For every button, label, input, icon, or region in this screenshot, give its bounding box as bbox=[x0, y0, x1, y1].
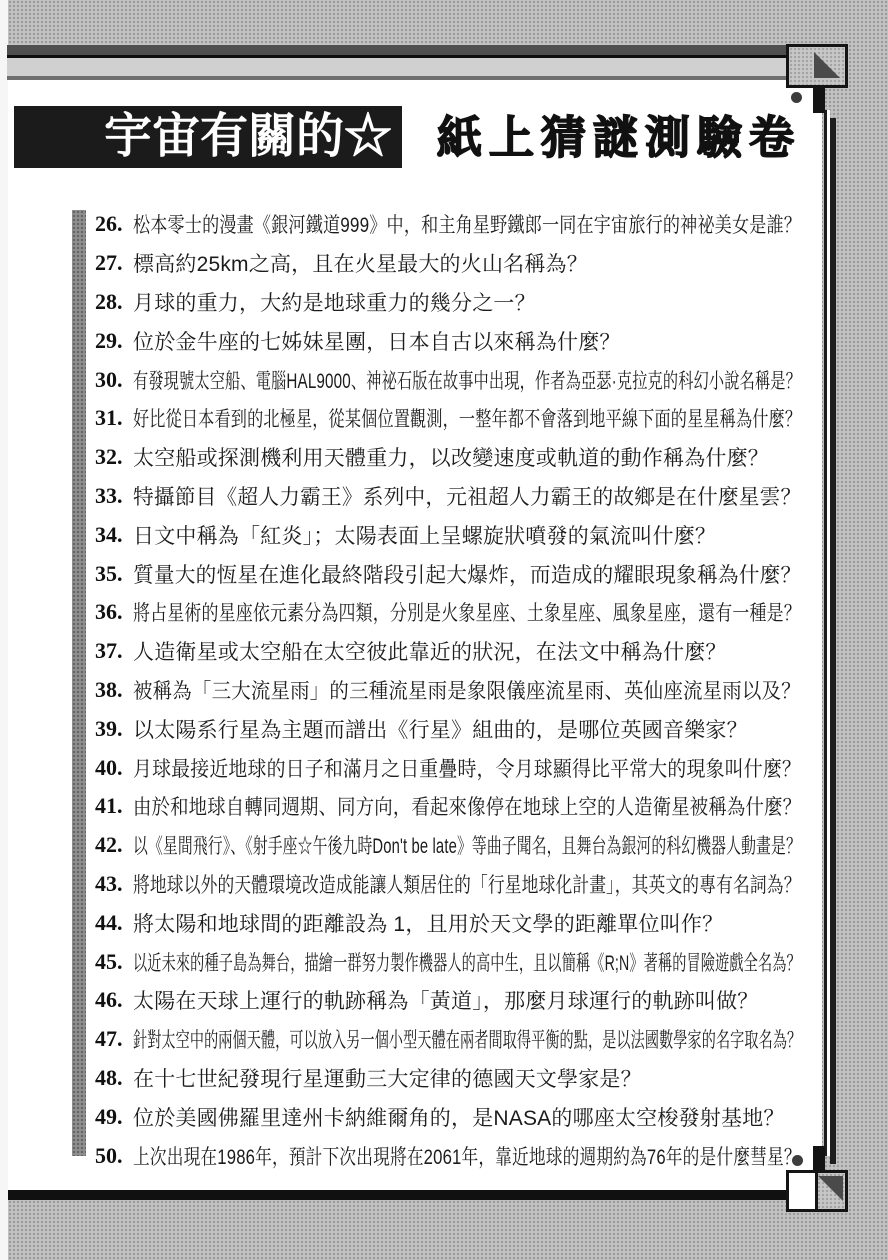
question-number: 50. bbox=[95, 1142, 123, 1168]
top-frame-bar-light bbox=[7, 58, 795, 76]
question-row bbox=[95, 787, 810, 826]
question-text: 月球最接近地球的日子和滿月之日重疊時，令月球顯得比平常大的現象叫什麼？ bbox=[133, 757, 801, 781]
question-number: 27. bbox=[95, 250, 123, 276]
question-number: 40. bbox=[95, 754, 123, 780]
question-text: 將地球以外的天體環境改造成能讓人類居住的「行星地球化計畫」，其英文的專有名詞為？ bbox=[133, 873, 801, 897]
question-text: 太陽在天球上運行的軌跡稱為「黃道」，那麼月球運行的軌跡叫做？ bbox=[133, 990, 759, 1014]
question-text: 有發現號太空船、電腦HAL9000、神祕石版在故事中出現，作者為亞瑟·克拉克的科幻小說名稱是？ bbox=[133, 369, 801, 393]
question-number: 41. bbox=[95, 793, 123, 819]
corner-triangle-icon bbox=[818, 1176, 843, 1201]
question-row bbox=[95, 981, 810, 1020]
question-text: 被稱為「三大流星雨」的三種流星雨是象限儀座流星雨、英仙座流星雨以及？ bbox=[133, 679, 801, 703]
corner-white-square bbox=[789, 1173, 818, 1209]
question-row bbox=[95, 360, 810, 399]
question-list-rail bbox=[72, 210, 86, 1156]
question-text: 針對太空中的兩個天體，可以放入另一個小型天體在兩者間取得平衡的點，是以法國數學家的名字取名為？ bbox=[133, 1029, 802, 1053]
question-text: 好比從日本看到的北極星，從某個位置觀測，一整年都不會落到地平線下面的星星稱為什麼？ bbox=[133, 408, 802, 432]
question-number: 31. bbox=[95, 405, 123, 431]
question-number: 32. bbox=[95, 444, 123, 470]
question-text: 標高約25km之高，且在火星最大的火山名稱為？ bbox=[133, 253, 588, 277]
question-number: 42. bbox=[95, 832, 123, 858]
question-number: 26. bbox=[95, 211, 123, 237]
question-text: 太空船或探測機利用天體重力，以改變速度或軌道的動作稱為什麼？ bbox=[133, 447, 769, 471]
question-row bbox=[95, 283, 810, 322]
question-number: 47. bbox=[95, 1026, 123, 1052]
question-row bbox=[95, 1136, 810, 1175]
question-row bbox=[95, 903, 810, 942]
question-row bbox=[95, 593, 810, 632]
page-title bbox=[437, 108, 815, 166]
question-row bbox=[95, 632, 810, 671]
question-text: 以近未來的種子島為舞台，描繪一群努力製作機器人的高中生，且以簡稱《R;N》著稱的冒險遊戲全名為？ bbox=[133, 951, 801, 975]
question-row bbox=[95, 438, 810, 477]
question-text: 將占星術的星座依元素分為四類，分別是火象星座、土象星座、風象星座，還有一種是？ bbox=[133, 602, 801, 626]
question-row bbox=[95, 671, 810, 710]
question-number: 39. bbox=[95, 715, 123, 741]
question-row bbox=[95, 399, 810, 438]
question-text: 人造衛星或太空船在太空彼此靠近的狀況，在法文中稱為什麼？ bbox=[133, 641, 727, 665]
question-number: 29. bbox=[95, 327, 123, 353]
top-frame-bar-thin bbox=[7, 76, 801, 80]
section-title-badge-label: 宇宙有關的☆ bbox=[103, 110, 392, 163]
question-row bbox=[95, 515, 810, 554]
bottom-frame-bar bbox=[8, 1190, 787, 1200]
question-row bbox=[95, 709, 810, 748]
question-text: 位於美國佛羅里達州卡納維爾角的，是NASA的哪座太空梭發射基地？ bbox=[133, 1106, 785, 1130]
question-row bbox=[95, 1097, 810, 1136]
section-title-badge bbox=[14, 106, 402, 168]
question-text: 將太陽和地球間的距離設為 1，且用於天文學的距離單位叫作？ bbox=[133, 912, 724, 936]
top-frame-bar-dark bbox=[7, 45, 790, 58]
question-number: 38. bbox=[95, 676, 123, 702]
question-row bbox=[95, 865, 810, 904]
question-text: 上次出現在1986年，預計下次出現將在2061年，靠近地球的週期約為76年的是什麼彗星？ bbox=[133, 1145, 801, 1169]
question-number: 49. bbox=[95, 1103, 123, 1129]
question-number: 36. bbox=[95, 599, 123, 625]
question-number: 37. bbox=[95, 638, 123, 664]
question-number: 48. bbox=[95, 1064, 123, 1090]
question-number: 44. bbox=[95, 909, 123, 935]
page-corner-fold-icon bbox=[786, 44, 848, 88]
question-text: 月球的重力，大約是地球重力的幾分之一？ bbox=[133, 291, 536, 315]
right-frame-line-outer bbox=[830, 118, 836, 1164]
question-row bbox=[95, 826, 810, 865]
question-text: 以《星間飛行》、《射手座☆午後九時Don't be late》等曲子聞名，且舞台為銀河的科幻機器人動畫是？ bbox=[133, 835, 801, 859]
question-list bbox=[95, 205, 810, 1175]
question-number: 34. bbox=[95, 521, 123, 547]
question-row bbox=[95, 1020, 810, 1059]
question-text: 松本零士的漫畫《銀河鐵道999》中，和主角星野鐵郎一同在宇宙旅行的神祕美女是誰？ bbox=[133, 214, 802, 238]
question-row bbox=[95, 1059, 810, 1098]
question-number: 33. bbox=[95, 482, 123, 508]
question-row bbox=[95, 554, 810, 593]
question-number: 28. bbox=[95, 288, 123, 314]
question-text: 以太陽系行星為主題而譜出《行星》組曲的，是哪位英國音樂家？ bbox=[133, 718, 748, 742]
question-row bbox=[95, 205, 810, 244]
question-number: 43. bbox=[95, 870, 123, 896]
corner-step-bottom-right bbox=[813, 1146, 825, 1172]
question-row bbox=[95, 321, 810, 360]
question-row bbox=[95, 244, 810, 283]
question-text: 在十七世紀發現行星運動三大定律的德國天文學家是？ bbox=[133, 1067, 642, 1091]
question-number: 46. bbox=[95, 987, 123, 1013]
question-row bbox=[95, 477, 810, 516]
question-text: 日文中稱為「紅炎」；太陽表面上呈螺旋狀噴發的氣流叫什麼？ bbox=[133, 524, 717, 548]
page-corner-fold-icon bbox=[786, 1170, 848, 1212]
question-number: 30. bbox=[95, 366, 123, 392]
question-text: 由於和地球自轉同週期、同方向，看起來像停在地球上空的人造衛星被稱為什麼？ bbox=[133, 796, 802, 820]
question-row bbox=[95, 748, 810, 787]
page-title-label: 紙上猜謎測驗卷 bbox=[437, 111, 802, 163]
corner-triangle-icon bbox=[814, 52, 840, 78]
question-row bbox=[95, 942, 810, 981]
page-left-margin bbox=[0, 0, 8, 1260]
question-number: 45. bbox=[95, 948, 123, 974]
question-text: 特攝節目《超人力霸王》系列中，元祖超人力霸王的故鄉是在什麼星雲？ bbox=[133, 485, 802, 509]
question-number: 35. bbox=[95, 560, 123, 586]
question-text: 質量大的恆星在進化最終階段引起大爆炸，而造成的耀眼現象稱為什麼？ bbox=[133, 563, 802, 587]
ink-dot bbox=[791, 92, 802, 103]
question-text: 位於金牛座的七姊妹星團，日本自古以來稱為什麼？ bbox=[133, 330, 621, 354]
